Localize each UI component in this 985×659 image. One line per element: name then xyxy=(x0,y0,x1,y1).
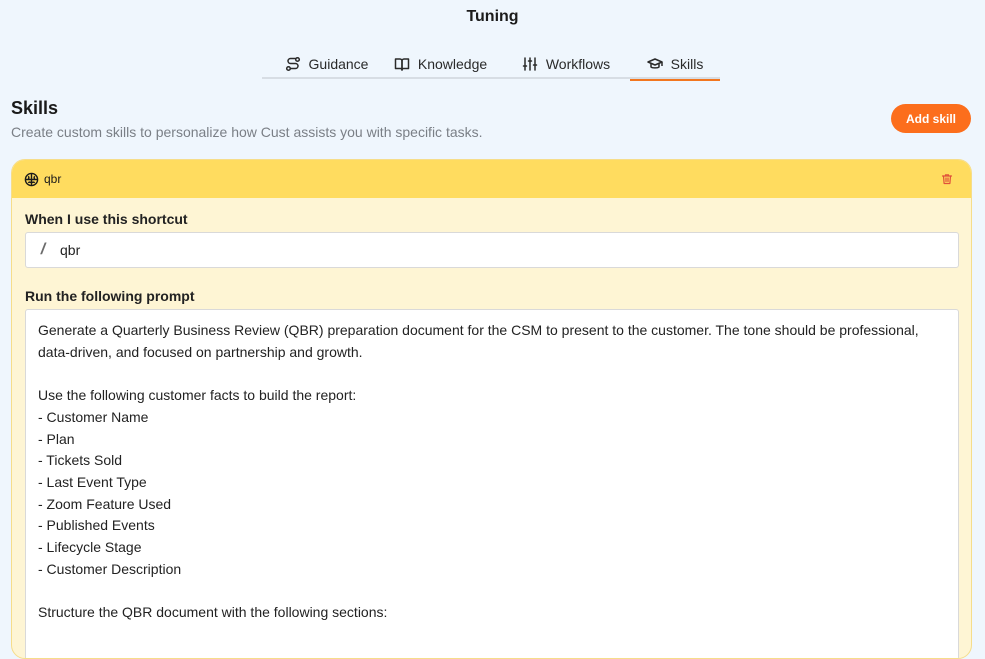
skill-card xyxy=(11,159,972,659)
section-title: Skills xyxy=(11,98,59,118)
tab-knowledge[interactable] xyxy=(379,48,502,79)
tab-workflows[interactable] xyxy=(502,48,630,79)
tab-label: Guidance xyxy=(308,55,369,72)
tab-label: Workflows xyxy=(545,55,611,72)
slash-prefix: / xyxy=(40,241,46,258)
shortcut-label: When I use this shortcut xyxy=(25,211,188,227)
graduation-cap-icon xyxy=(647,56,663,72)
trash-icon[interactable] xyxy=(941,172,955,186)
skill-name: qbr xyxy=(44,172,62,186)
tab-bar xyxy=(262,48,720,79)
add-skill-button[interactable]: Add skill xyxy=(891,104,971,133)
tab-skills[interactable] xyxy=(630,48,720,79)
shortcut-input[interactable] xyxy=(60,242,940,258)
route-icon xyxy=(285,56,301,72)
prompt-textarea[interactable]: Generate a Quarterly Business Review (QBR) preparation document for the CSM to present to the customer. The tone should be professional, data-driven, and focused on partnership and growth. Use the following customer facts to build the report: - Customer Name - Plan - Tickets Sold - Last Event Type - Zoom Feature Used - Published Events - Lifecycle Stage - Customer Description Structure the QBR document with the following sections: xyxy=(25,309,959,659)
tab-guidance[interactable] xyxy=(262,48,379,79)
page-title: Tuning xyxy=(466,8,519,25)
skill-card-header[interactable] xyxy=(12,160,971,198)
shortcut-field[interactable] xyxy=(25,232,959,268)
tab-label: Skills xyxy=(670,55,704,72)
prompt-label: Run the following prompt xyxy=(25,288,195,304)
tab-label: Knowledge xyxy=(417,55,488,72)
brain-icon xyxy=(24,172,39,187)
sliders-icon xyxy=(522,56,538,72)
section-subtitle: Create custom skills to personalize how Cust assists you with specific tasks. xyxy=(11,124,483,140)
book-icon xyxy=(394,56,410,72)
